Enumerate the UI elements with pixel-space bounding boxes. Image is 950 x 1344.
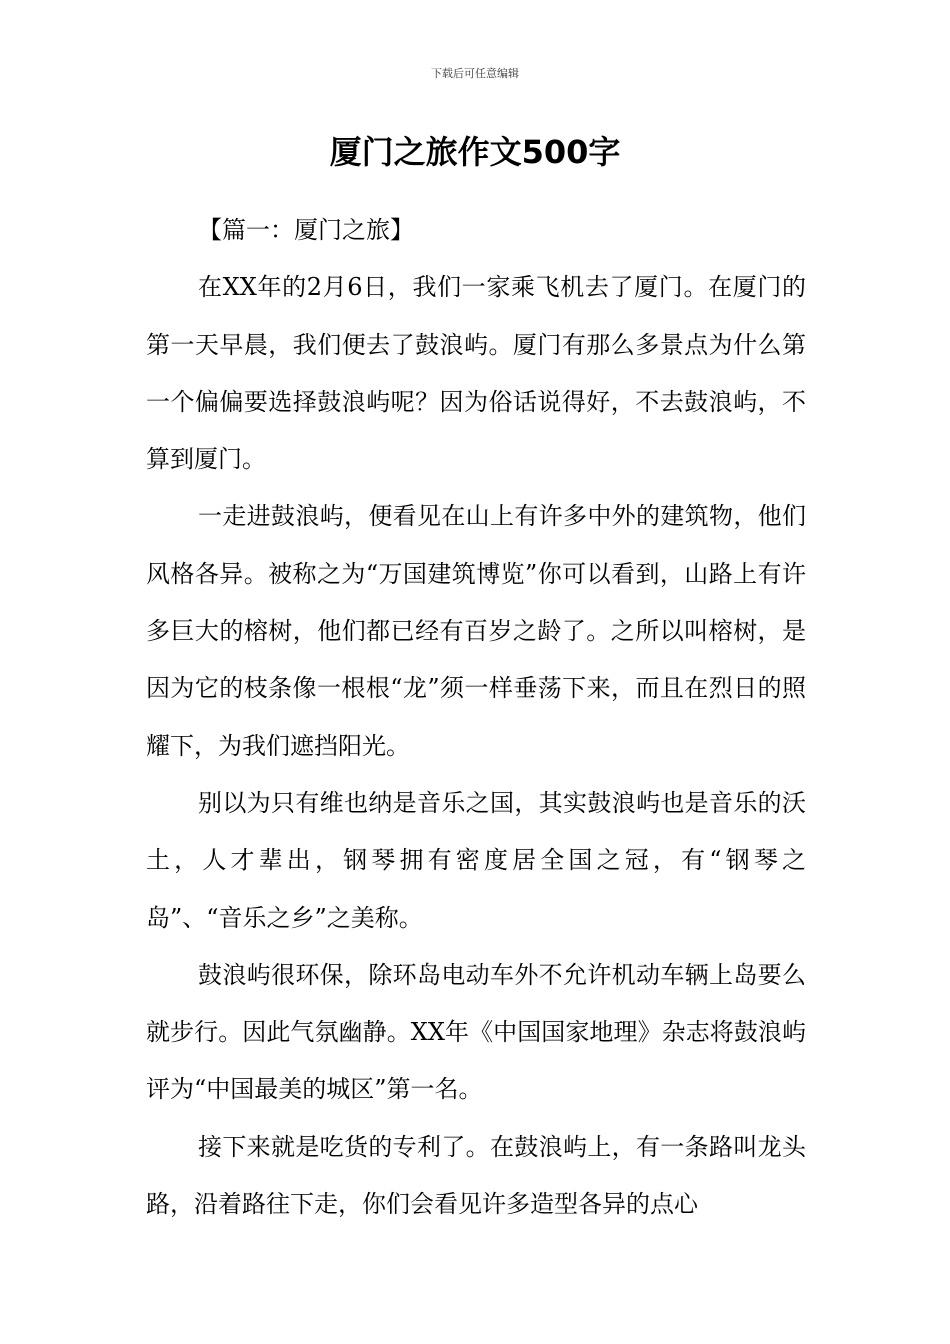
paragraph-3: 别以为只有维也纳是音乐之国，其实鼓浪屿也是音乐的沃土，人才辈出，钢琴拥有密度居全国之冠，有“钢琴之岛”、“音乐之乡”之美称。	[146, 788, 806, 932]
paragraph-2: 一走进鼓浪屿，便看见在山上有许多中外的建筑物，他们风格各异。被称之为“万国建筑博览”你可以看到，山路上有许多巨大的榕树，他们都已经有百岁之龄了。之所以叫榕树，是因为它的枝条像一根根“龙”须一样垂荡下来，而且在烈日的照耀下，为我们遮挡阳光。	[146, 502, 806, 760]
paragraph-5: 接下来就是吃货的专利了。在鼓浪屿上，有一条路叫龙头路，沿着路往下走，你们会看见许多造型各异的点心	[146, 1132, 806, 1219]
header-note: 下载后可任意编辑	[431, 67, 519, 80]
paragraph-4: 鼓浪屿很环保，除环岛电动车外不允许机动车辆上岛要么就步行。因此气氛幽静。XX年《中国国家地理》杂志将鼓浪屿评为“中国最美的城区”第一名。	[146, 960, 806, 1104]
document-title: 厦门之旅作文500字	[329, 133, 621, 171]
section-heading: 【篇一：厦门之旅】	[198, 216, 414, 244]
document-body	[146, 202, 806, 1233]
paragraph-1: 在XX年的2月6日，我们一家乘飞机去了厦门。在厦门的第一天早晨，我们便去了鼓浪屿。厦门有那么多景点为什么第一个偏偏要选择鼓浪屿呢？因为俗话说得好，不去鼓浪屿，不算到厦门。	[146, 273, 806, 474]
